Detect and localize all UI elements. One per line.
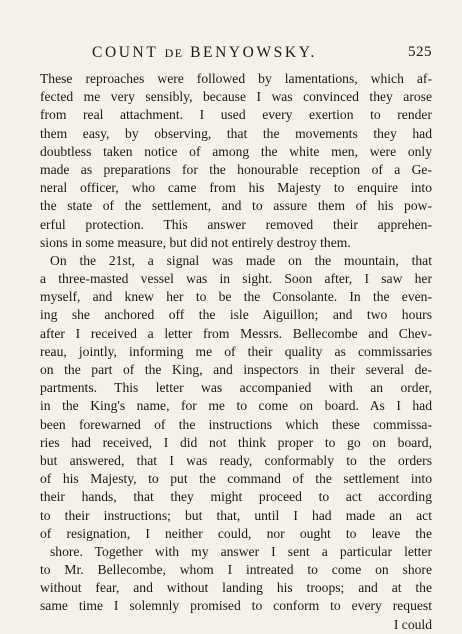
text-line: after I received a letter from Messrs. Bellecombe and Chev- <box>40 325 432 341</box>
text-line: doubtless taken notice of among the white men, were only <box>40 143 432 159</box>
running-head-count: COUNT <box>92 44 165 61</box>
running-head-de: DE <box>164 46 184 60</box>
text-line: These reproaches were followed by lamentations, which af- <box>40 71 432 86</box>
text-line: but answered, that I was ready, conformably to the orders <box>40 452 432 468</box>
text-line: been forewarned of the instructions which these commissa- <box>40 416 432 432</box>
running-head <box>92 44 317 62</box>
text-line: reau, jointly, informing me of their quality as commissaries <box>40 343 432 359</box>
text-line: in the King's name, for me to come on board. As I had <box>40 398 432 414</box>
text-line: partments. This letter was accompanied with an order, <box>40 380 432 396</box>
page-number: 525 <box>408 44 432 60</box>
text-line: from real attachment. I used every exertion to render <box>40 107 432 123</box>
running-head-name: BENYOWSKY. <box>183 44 317 61</box>
text-line: of resignation, I neither could, nor ought to leave the <box>40 525 432 541</box>
text-line: made as preparations for the honourable reception of a Ge- <box>40 161 432 177</box>
text-line: to Mr. Bellecombe, whom I intreated to come on shore <box>40 562 432 578</box>
text-line: neral officer, who came from his Majesty to enquire into <box>40 180 432 196</box>
text-line: of his Majesty, to put the command of the settlement into <box>40 471 432 487</box>
text-line: sions in some measure, but did not entirely destroy them. <box>40 234 351 250</box>
text-line: the state of the settlement, and to assure them of his pow- <box>40 198 432 214</box>
body-text <box>40 70 432 634</box>
text-line: On the 21st, a signal was made on the mountain, that <box>50 252 432 268</box>
text-line: shore. Together with my answer I sent a particular letter <box>50 543 432 559</box>
catchword: I could <box>393 616 432 632</box>
text-line: ries had received, I did not think proper to go on board, <box>40 434 432 450</box>
text-line: erful protection. This answer removed their apprehen- <box>40 216 432 232</box>
text-line: a three-masted vessel was in sight. Soon after, I saw her <box>40 271 432 287</box>
text-line: them easy, by observing, that the movements they had <box>40 125 432 141</box>
text-line: without fear, and without landing his troops; and at the <box>40 580 432 596</box>
text-line: ing she anchored off the isle Aiguillon; and two hours <box>40 307 432 323</box>
text-line: their hands, that they might proceed to act according <box>40 489 432 505</box>
text-line: same time I solemnly promised to conform to every request <box>40 598 432 614</box>
text-line: myself, and knew her to be the Consolante. In the even- <box>40 289 432 305</box>
page-header <box>40 44 432 64</box>
text-line: to their instructions; but that, until I had made an act <box>40 507 432 523</box>
text-line: on the part of the King, and inspectors in their several de- <box>40 362 432 377</box>
text-line: fected me very sensibly, because I was convinced they arose <box>40 89 432 105</box>
